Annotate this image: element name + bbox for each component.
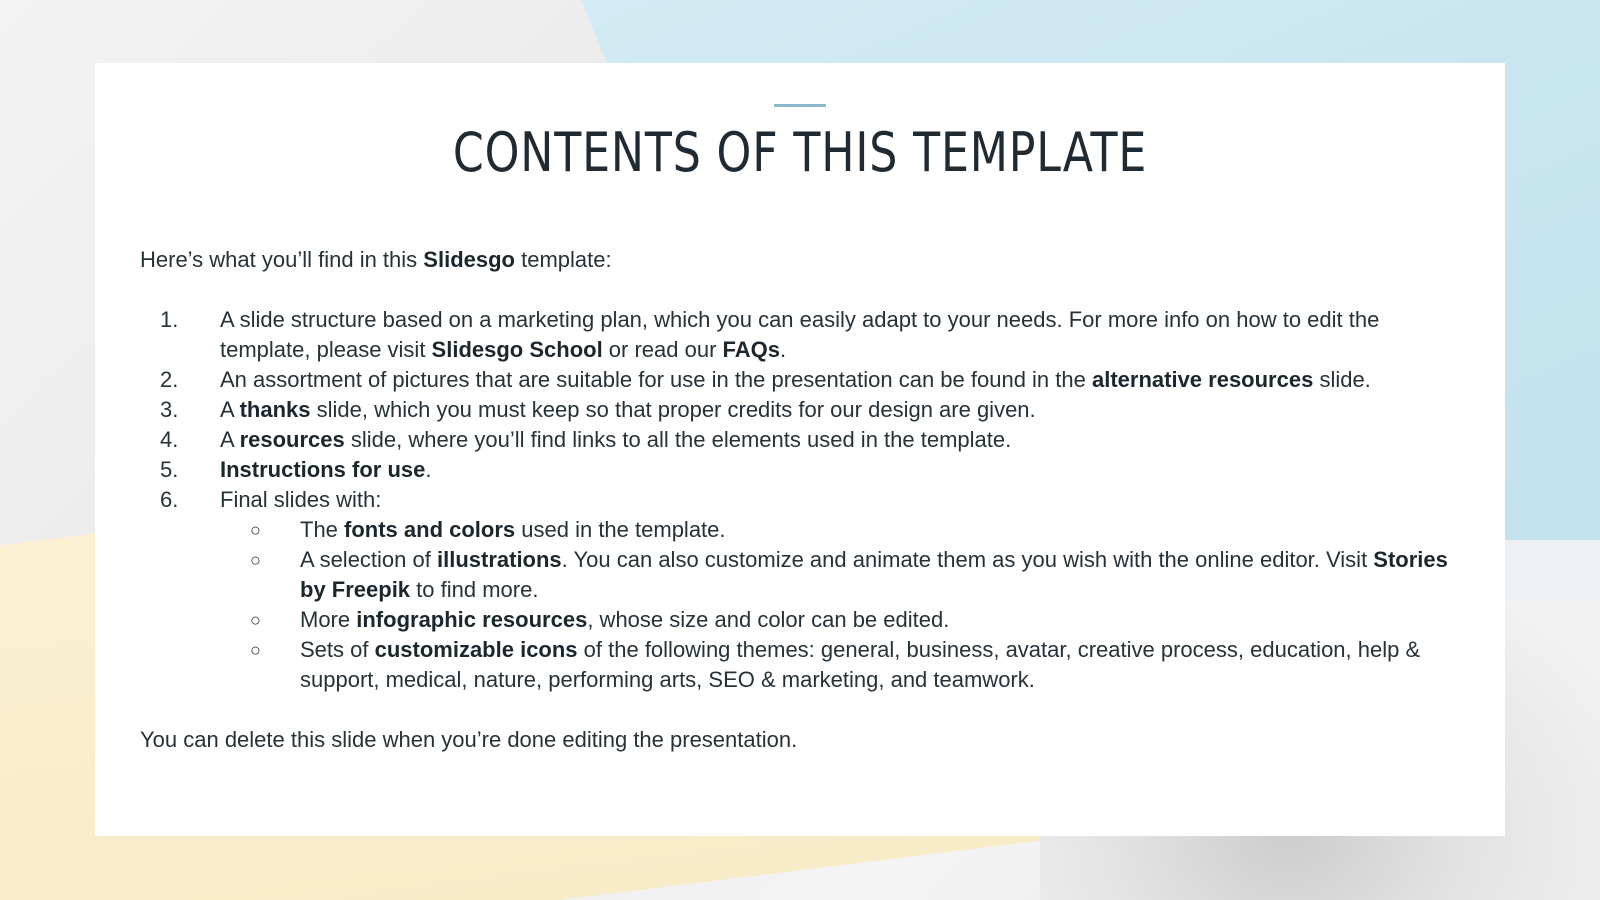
circle-bullet-icon: ○ xyxy=(250,550,261,570)
circle-bullet-icon: ○ xyxy=(250,610,261,630)
list-number: 5. xyxy=(160,457,179,482)
list-number: 3. xyxy=(160,397,179,422)
circle-bullet-icon: ○ xyxy=(250,520,261,540)
list-item: 6. Final slides with: ○ The fonts and colors used in the template. ○ A selection of illustrations. You can also customize and animate them as you wish with the online editor. Visit Stories by Freepik to find more. ○ More infographic resources, whose size and color can be edited. ○ Sets of customizable icons of the following themes: general, business, avatar, creative process, education, help & support, medical, nature, performing arts, SEO & marketing, and teamwork. xyxy=(140,485,1470,695)
slide-title: CONTENTS OF THIS TEMPLATE xyxy=(452,121,1148,184)
list-number: 1. xyxy=(160,307,179,332)
list-item: 5. Instructions for use. xyxy=(140,455,1470,485)
sub-list-item: ○ Sets of customizable icons of the following themes: general, business, avatar, creative process, education, help & support, medical, nature, performing arts, SEO & marketing, and teamwork. xyxy=(250,637,1421,692)
list-number: 6. xyxy=(160,487,179,512)
slide-body xyxy=(140,245,1470,755)
list-item: 4. A resources slide, where you’ll find links to all the elements used in the template. xyxy=(140,425,1470,455)
sub-list xyxy=(220,515,1470,695)
title-accent-line xyxy=(774,104,826,107)
intro-bold: Slidesgo xyxy=(423,247,515,272)
list-item: 3. A thanks slide, which you must keep so that proper credits for our design are given. xyxy=(140,395,1470,425)
outro-paragraph: You can delete this slide when you’re done editing the presentation. xyxy=(140,727,798,752)
circle-bullet-icon: ○ xyxy=(250,640,261,660)
sub-list-item: ○ The fonts and colors used in the template. xyxy=(220,515,1470,545)
list-item: 2. An assortment of pictures that are suitable for use in the presentation can be found in the alternative resources slide. xyxy=(140,365,1470,395)
sub-list-item: ○ More infographic resources, whose size and color can be edited. xyxy=(220,605,1470,635)
list-number: 4. xyxy=(160,427,179,452)
list-number: 2. xyxy=(160,367,179,392)
contents-list xyxy=(140,305,1470,695)
content-card xyxy=(95,63,1505,836)
intro-paragraph: Here’s what you’ll find in this Slidesgo template: xyxy=(140,247,612,272)
list-item: 1. A slide structure based on a marketing plan, which you can easily adapt to your needs. For more info on how to edit the template, please visit Slidesgo School or read our FAQs. xyxy=(160,307,1380,362)
sub-list-item: ○ A selection of illustrations. You can also customize and animate them as you wish with the online editor. Visit Stories by Freepik to find more. xyxy=(250,547,1448,602)
